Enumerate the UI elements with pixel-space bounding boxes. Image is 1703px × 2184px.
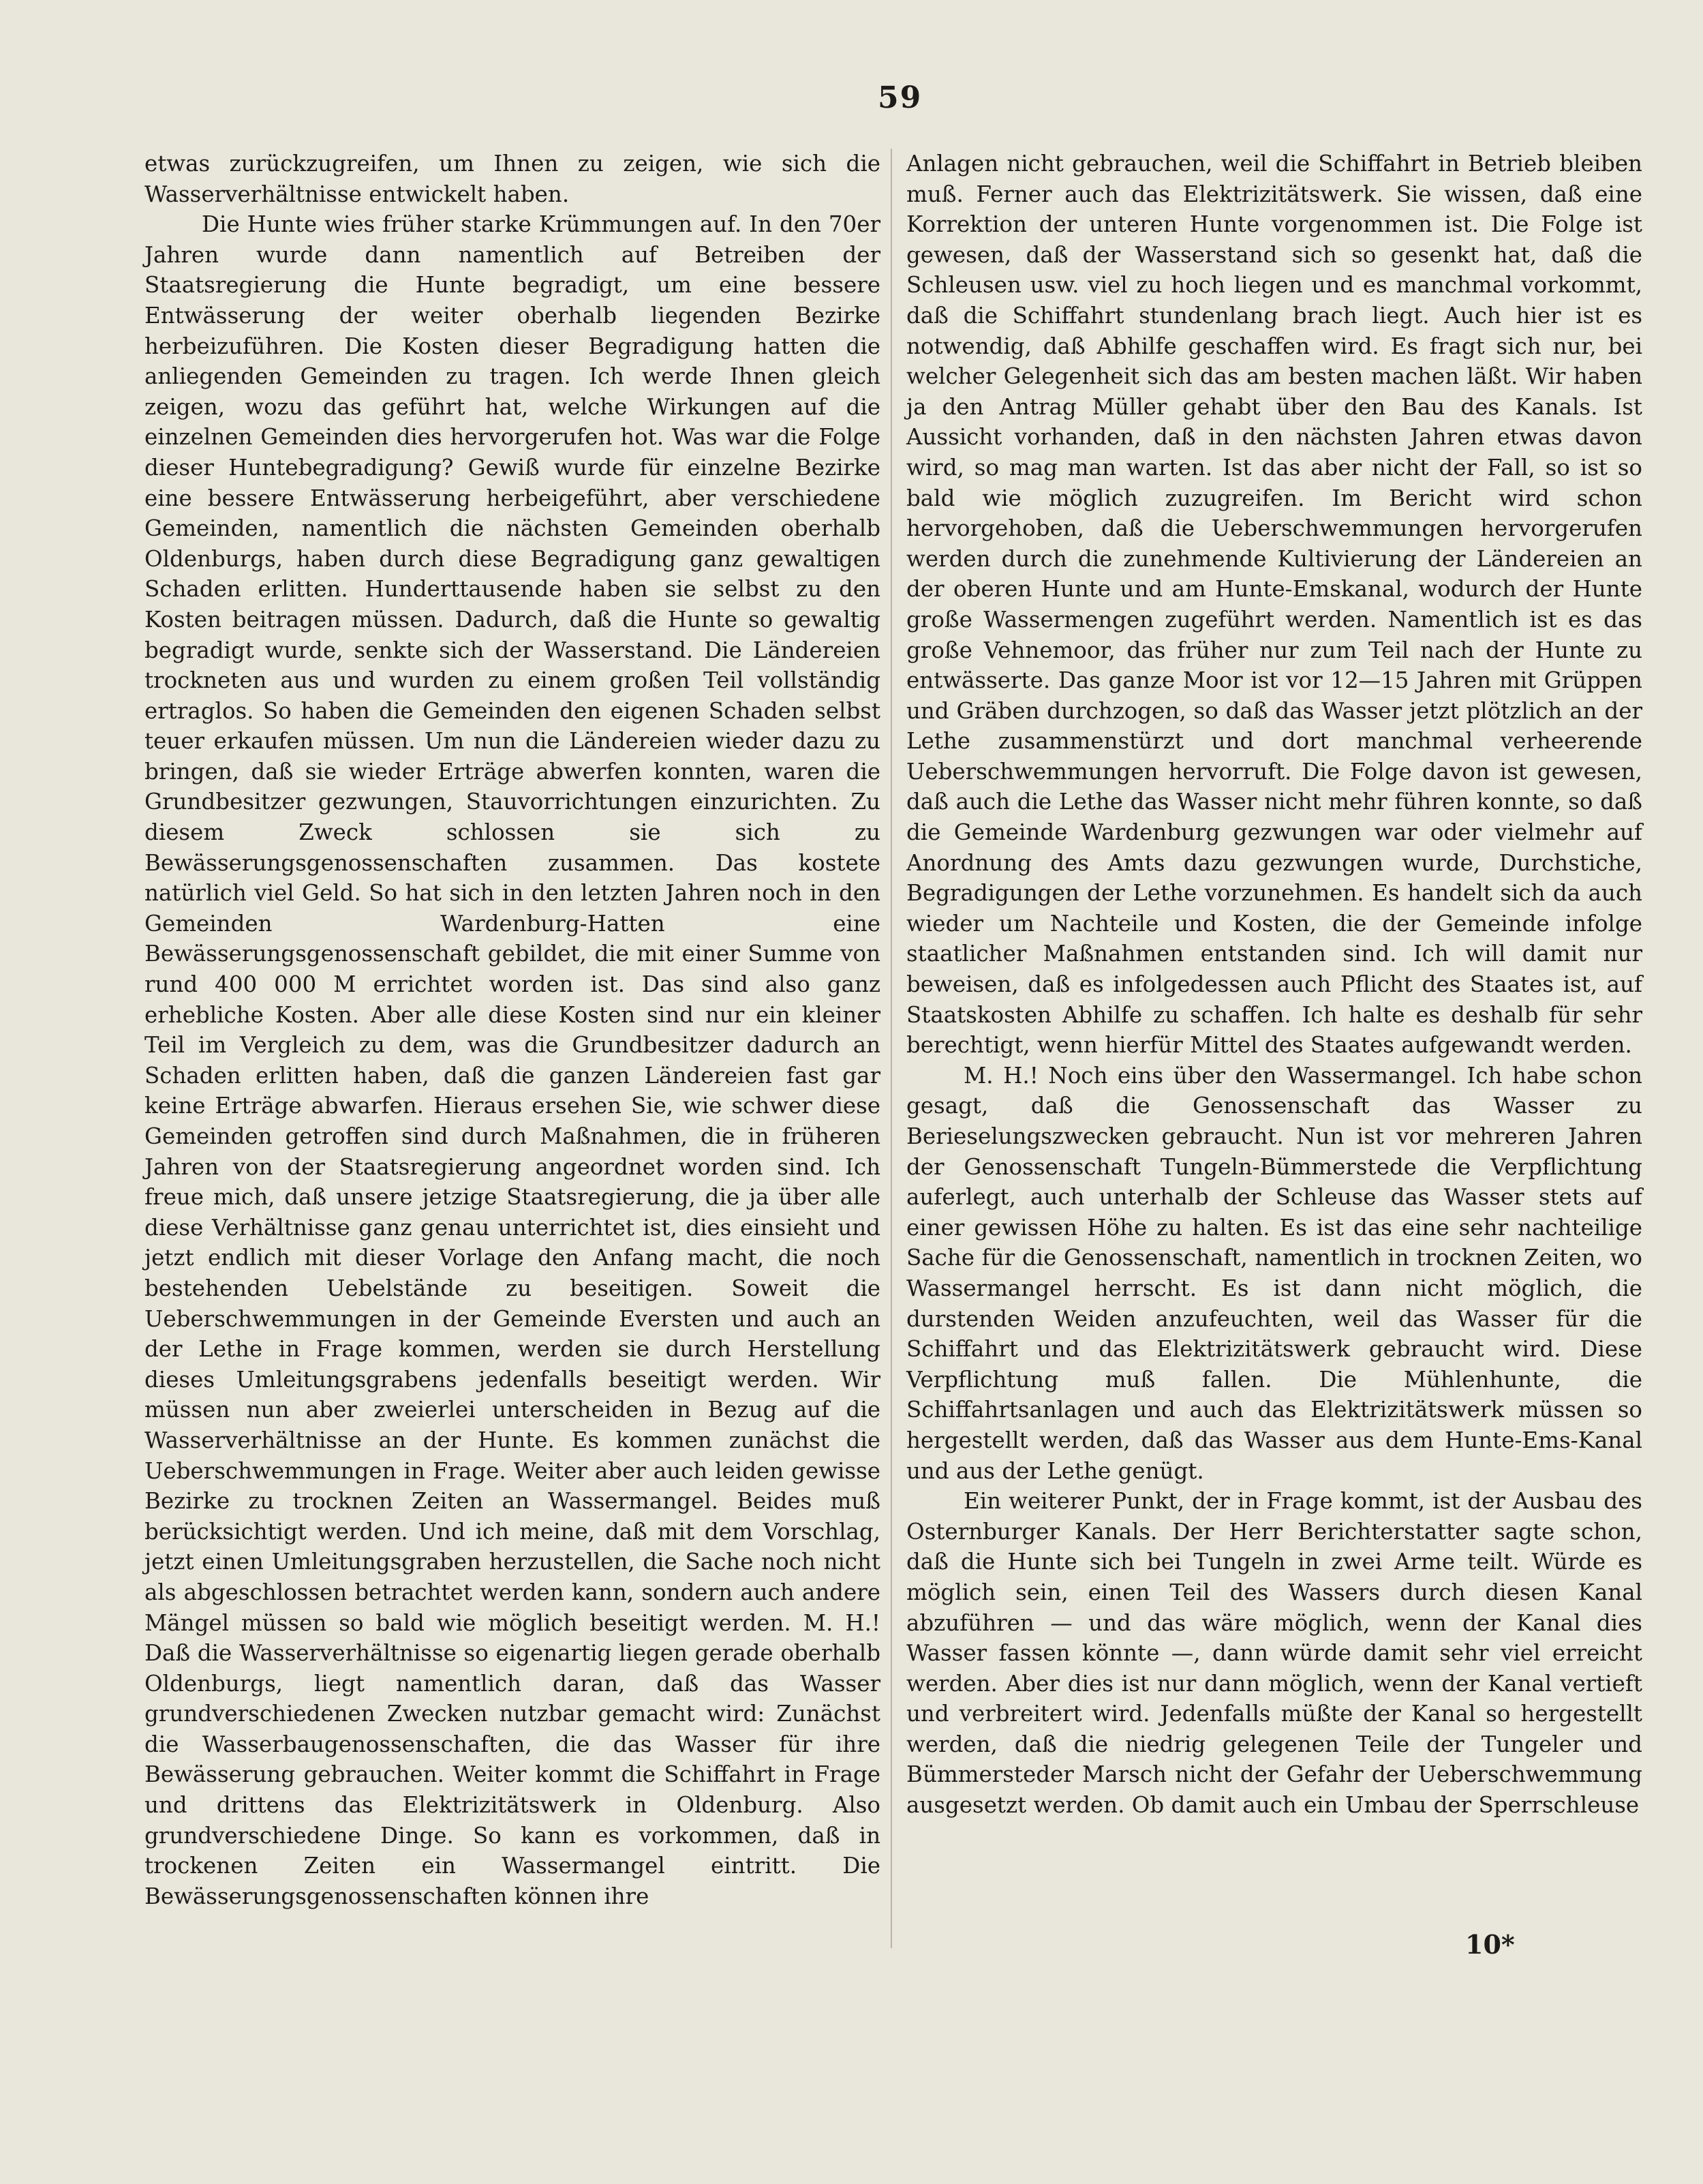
page-number: 59 [878,80,923,115]
paragraph: Anlagen nicht gebrauchen, weil die Schiffahrt in Betrieb bleiben muß. Ferner auch das Elektrizitätswerk. Sie wissen, daß eine Korrektion der unteren Hunte vorgenommen ist. Die Folge ist gewesen, daß der Wasserstand sich so gesenkt hat, daß die Schleusen usw. viel zu hoch liegen und es manchmal vorkommt, daß die Schiffahrt stundenlang brach liegt. Auch hier ist es notwendig, daß Abhilfe geschaffen wird. Es fragt sich nur, bei welcher Gelegenheit sich das am besten machen läßt. Wir haben ja den Antrag Müller gehabt über den Bau des Kanals. Ist Aussicht vorhanden, daß in den nächsten Jahren etwas davon wird, so mag man warten. Ist das aber nicht der Fall, so ist so bald wie möglich zuzugreifen. Im Bericht wird schon hervorgehoben, daß die Ueberschwemmungen hervorgerufen werden durch die zunehmende Kultivierung der Ländereien an der oberen Hunte und am Hunte-Emskanal, wodurch der Hunte große Wassermengen zugeführt werden. Namentlich ist es das große Vehnemoor, das früher nur zum Teil nach der Hunte zu entwässerte. Das ganze Moor ist vor 12—15 Jahren mit Grüppen und Gräben durchzogen, so daß das Wasser jetzt plötzlich an der Lethe zusammenstürzt und dort manchmal verheerende Ueberschwemmungen hervorruft. Die Folge davon ist gewesen, daß auch die Lethe das Wasser nicht mehr führen konnte, so daß die Gemeinde Wardenburg gezwungen war oder vielmehr auf Anordnung des Amts dazu gezwungen wurde, Durchstiche, Begradigungen der Lethe vorzunehmen. Es handelt sich da auch wieder um Nachteile und Kosten, die der Gemeinde infolge staatlicher Maßnahmen entstanden sind. Ich will damit nur beweisen, daß es infolgedessen auch Pflicht des Staates ist, auf Staatskosten Abhilfe zu schaffen. Ich halte es deshalb für sehr berechtigt, wenn hierfür Mittel des Staates aufgewandt werden. [906,151,1642,1059]
right-column [906,149,1642,1821]
column-divider [891,149,892,1948]
left-column [144,149,880,1911]
paragraph: Ein weiterer Punkt, der in Frage kommt, ist der Ausbau des Osternburger Kanals. Der Herr Berichterstatter sagte schon, daß die Hunte sich bei Tungeln in zwei Arme teilt. Würde es möglich sein, einen Teil des Wassers durch diesen Kanal abzuführen — und das wäre möglich, wenn der Kanal dies Wasser fassen könnte —, dann würde damit sehr viel erreicht werden. Aber dies ist nur dann möglich, wenn der Kanal vertieft und verbreitert wird. Jedenfalls müßte der Kanal so hergestellt werden, daß die niedrig gelegenen Teile der Tungeler und Bümmersteder Marsch nicht der Gefahr der Ueberschwemmung ausgesetzt werden. Ob damit auch ein Umbau der Sperrschleuse [906,1488,1642,1819]
paragraph: etwas zurückzugreifen, um Ihnen zu zeigen, wie sich die Wasserverhältnisse entwickelt haben. [144,151,880,207]
paragraph: Die Hunte wies früher starke Krümmungen auf. In den 70er Jahren wurde dann namentlich auf Betreiben der Staatsregierung die Hunte begradigt, um eine bessere Entwässerung der weiter oberhalb liegenden Bezirke herbeizuführen. Die Kosten dieser Begradigung hatten die anliegenden Gemeinden zu tragen. Ich werde Ihnen gleich zeigen, wozu das geführt hat, welche Wirkungen auf die einzelnen Gemeinden dies hervorgerufen hot. Was war die Folge dieser Huntebegradigung? Gewiß wurde für einzelne Bezirke eine bessere Entwässerung herbeigeführt, aber verschiedene Gemeinden, namentlich die nächsten Gemeinden oberhalb Oldenburgs, haben durch diese Begradigung ganz gewaltigen Schaden erlitten. Hunderttausende haben sie selbst zu den Kosten beitragen müssen. Dadurch, daß die Hunte so gewaltig begradigt wurde, senkte sich der Wasserstand. Die Ländereien trockneten aus und wurden zu einem großen Teil vollständig ertraglos. So haben die Gemeinden den eigenen Schaden selbst teuer erkaufen müssen. Um nun die Ländereien wieder dazu zu bringen, daß sie wieder Erträge abwerfen konnten, waren die Grundbesitzer gezwungen, Stauvorrichtungen einzurichten. Zu diesem Zweck schlossen sie sich zu Bewässerungsgenossenschaften zusammen. Das kostete natürlich viel Geld. So hat sich in den letzten Jahren noch in den Gemeinden Wardenburg-Hatten eine Bewässerungsgenossenschaft gebildet, die mit einer Summe von rund 400 000 M errichtet worden ist. Das sind also ganz erhebliche Kosten. Aber alle diese Kosten sind nur ein kleiner Teil im Vergleich zu dem, was die Grundbesitzer dadurch an Schaden erlitten haben, daß die ganzen Ländereien fast gar keine Erträge abwarfen. Hieraus ersehen Sie, wie schwer diese Gemeinden getroffen sind durch Maßnahmen, die in früheren Jahren von der Staatsregierung angeordnet worden sind. Ich freue mich, daß unsere jetzige Staatsregierung, die ja über alle diese Verhältnisse ganz genau unterrichtet ist, dies einsieht und jetzt endlich mit dieser Vorlage den Anfang macht, die noch bestehenden Uebelstände zu beseitigen. Soweit die Ueberschwemmungen in der Gemeinde Eversten und auch an der Lethe in Frage kommen, werden sie durch Herstellung dieses Umleitungsgrabens jedenfalls beseitigt werden. Wir müssen nun aber zweierlei unterscheiden in Bezug auf die Wasserverhältnisse an der Hunte. Es kommen zunächst die Ueberschwemmungen in Frage. Weiter aber auch leiden gewisse Bezirke zu trocknen Zeiten an Wassermangel. Beides muß berücksichtigt werden. Und ich meine, daß mit dem Vorschlag, jetzt einen Umleitungsgraben herzustellen, die Sache noch nicht als abgeschlossen betrachtet werden kann, sondern auch andere Mängel müssen so bald wie möglich beseitigt werden. M. H.! Daß die Wasserverhältnisse so eigenartig liegen gerade oberhalb Oldenburgs, liegt namentlich daran, daß das Wasser grundverschiedenen Zwecken nutzbar gemacht wird: Zunächst die Wasserbaugenossenschaften, die das Wasser für ihre Bewässerung gebrauchen. Weiter kommt die Schiffahrt in Frage und drittens das Elektrizitätswerk in Oldenburg. Also grundverschiedene Dinge. So kann es vorkommen, daß in trockenen Zeiten ein Wassermangel eintritt. Die Bewässerungsgenossenschaften können ihre [144,211,880,1909]
signature-mark: 10* [1465,1929,1515,1960]
paragraph: M. H.! Noch eins über den Wassermangel. Ich habe schon gesagt, daß die Genossenschaft das Wasser zu Berieselungszwecken gebraucht. Nun ist vor mehreren Jahren der Genossenschaft Tungeln-Bümmerstede die Verpflichtung auferlegt, auch unterhalb der Schleuse das Wasser stets auf einer gewissen Höhe zu halten. Es ist das eine sehr nachteilige Sache für die Genossenschaft, namentlich in trocknen Zeiten, wo Wassermangel herrscht. Es ist dann nicht möglich, die durstenden Weiden anzufeuchten, weil das Wasser für die Schiffahrt und das Elektrizitätswerk gebraucht wird. Diese Verpflichtung muß fallen. Die Mühlenhunte, die Schiffahrtsanlagen und auch das Elektrizitätswerk müssen so hergestellt werden, daß das Wasser aus dem Hunte-Ems-Kanal und aus der Lethe genügt. [906,1062,1642,1484]
